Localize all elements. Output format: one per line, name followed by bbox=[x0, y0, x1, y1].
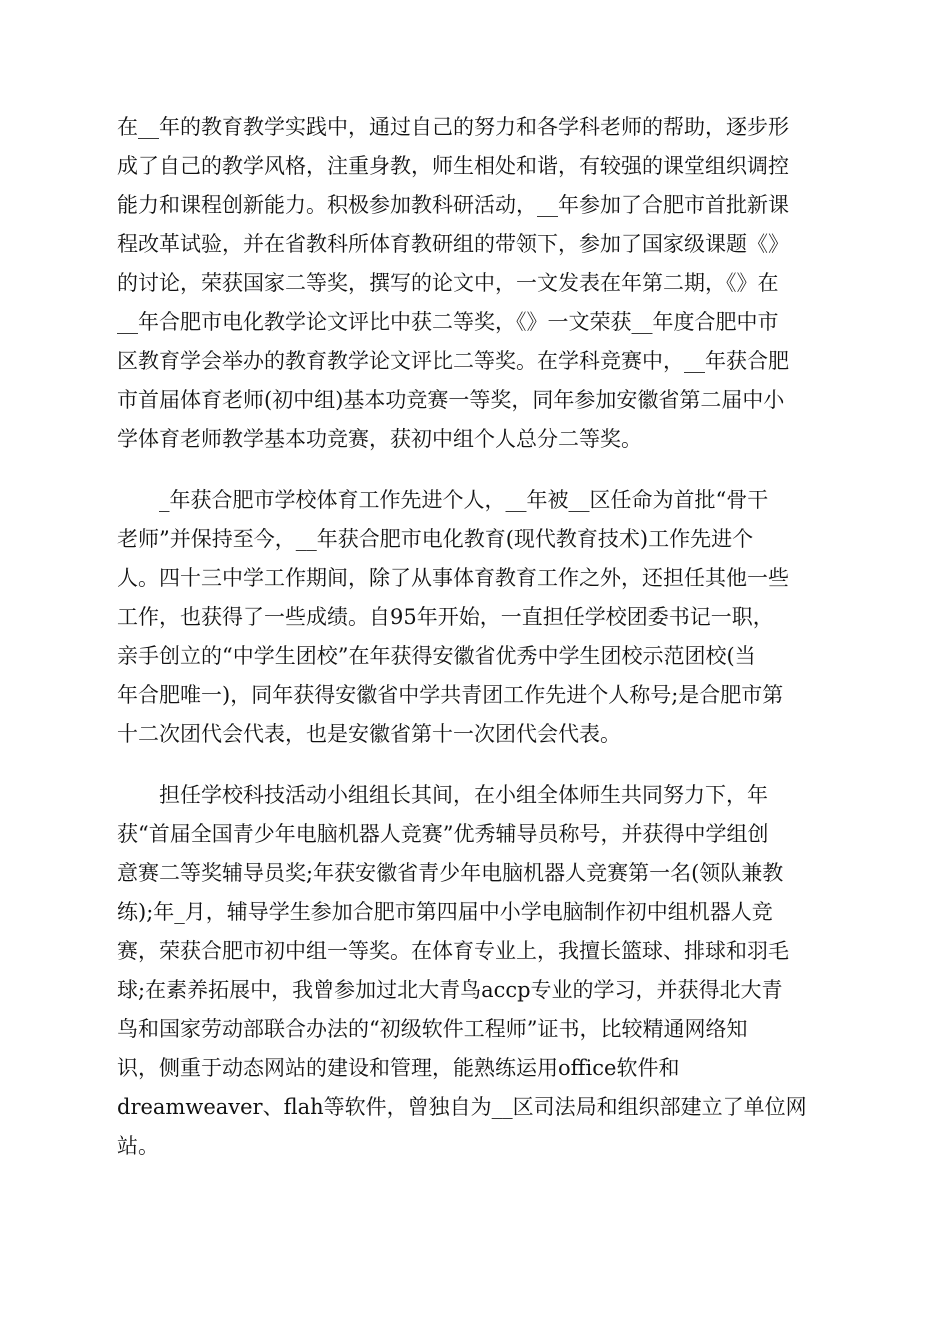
text-line: 工作，也获得了一些成绩。自95年开始，一直担任学校团委书记一职， bbox=[117, 605, 774, 629]
text-line: 年合肥唯一)，同年获得安徽省中学共青团工作先进个人称号;是合肥市第 bbox=[117, 683, 784, 707]
paragraph-spacer bbox=[117, 459, 835, 481]
text-line: 成了自己的教学风格，注重身教，师生相处和谐，有较强的课堂组织调控 bbox=[117, 154, 789, 178]
paragraph-teaching-experience bbox=[117, 108, 835, 459]
text-line: 能力和课程创新能力。积极参加教科研活动，__年参加了合肥市首批新课 bbox=[117, 193, 789, 217]
text-line: 获“首届全国青少年电脑机器人竞赛”优秀辅导员称号，并获得中学组创 bbox=[117, 822, 769, 846]
text-line: 市首届体育老师(初中组)基本功竞赛一等奖，同年参加安徽省第二届中小 bbox=[117, 388, 785, 412]
text-line: 鸟和国家劳动部联合办法的“初级软件工程师”证书，比较精通网络知 bbox=[117, 1017, 748, 1041]
text-line: 学体育老师教学基本功竞赛，获初中组个人总分二等奖。 bbox=[117, 427, 642, 451]
text-line: 区教育学会举办的教育教学论文评比二等奖。在学科竞赛中，__年获合肥 bbox=[117, 349, 789, 373]
text-line: 十二次团代会代表，也是安徽省第十一次团代会代表。 bbox=[117, 722, 621, 746]
text-line: _年获合肥市学校体育工作先进个人，__年被__区任命为首批“骨干 bbox=[159, 488, 769, 512]
text-line: 站。 bbox=[117, 1134, 159, 1158]
text-line: 人。四十三中学工作期间，除了从事体育教育工作之外，还担任其他一些 bbox=[117, 566, 789, 590]
text-line: 意赛二等奖辅导员奖;年获安徽省青少年电脑机器人竞赛第一名(领队兼教 bbox=[117, 861, 784, 885]
paragraph-technology-activities bbox=[117, 776, 835, 1166]
text-line: 在__年的教育教学实践中，通过自己的努力和各学科老师的帮助，逐步形 bbox=[117, 115, 789, 139]
text-line: 赛，荣获合肥市初中组一等奖。在体育专业上，我擅长篮球、排球和羽毛 bbox=[117, 939, 789, 963]
text-line: 程改革试验，并在省教科所体育教研组的带领下，参加了国家级课题《》 bbox=[117, 232, 789, 256]
text-line: 的讨论，荣获国家二等奖，撰写的论文中，一文发表在年第二期，《》在 bbox=[117, 271, 779, 295]
text-line: dreamweaver、flah等软件，曾独自为__区司法局和组织部建立了单位网 bbox=[117, 1095, 807, 1119]
text-line: 亲手创立的“中学生团校”在年获得安徽省优秀中学生团校示范团校(当 bbox=[117, 644, 756, 668]
paragraph-spacer bbox=[117, 754, 835, 776]
text-line: __年合肥市电化教学论文评比中获二等奖，《》一文荣获__年度合肥中市 bbox=[117, 310, 779, 334]
paragraph-honors bbox=[117, 481, 835, 754]
document-body bbox=[117, 108, 835, 1166]
text-line: 练);年_月，辅导学生参加合肥市第四届中小学电脑制作初中组机器人竞 bbox=[117, 900, 773, 924]
text-line: 老师”并保持至今，__年获合肥市电化教育(现代教育技术)工作先进个 bbox=[117, 527, 754, 551]
text-line: 担任学校科技活动小组组长其间，在小组全体师生共同努力下，年 bbox=[159, 783, 768, 807]
text-line: 识，侧重于动态网站的建设和管理，能熟练运用office软件和 bbox=[117, 1056, 680, 1080]
text-line: 球;在素养拓展中，我曾参加过北大青鸟accp专业的学习，并获得北大青 bbox=[117, 978, 783, 1002]
